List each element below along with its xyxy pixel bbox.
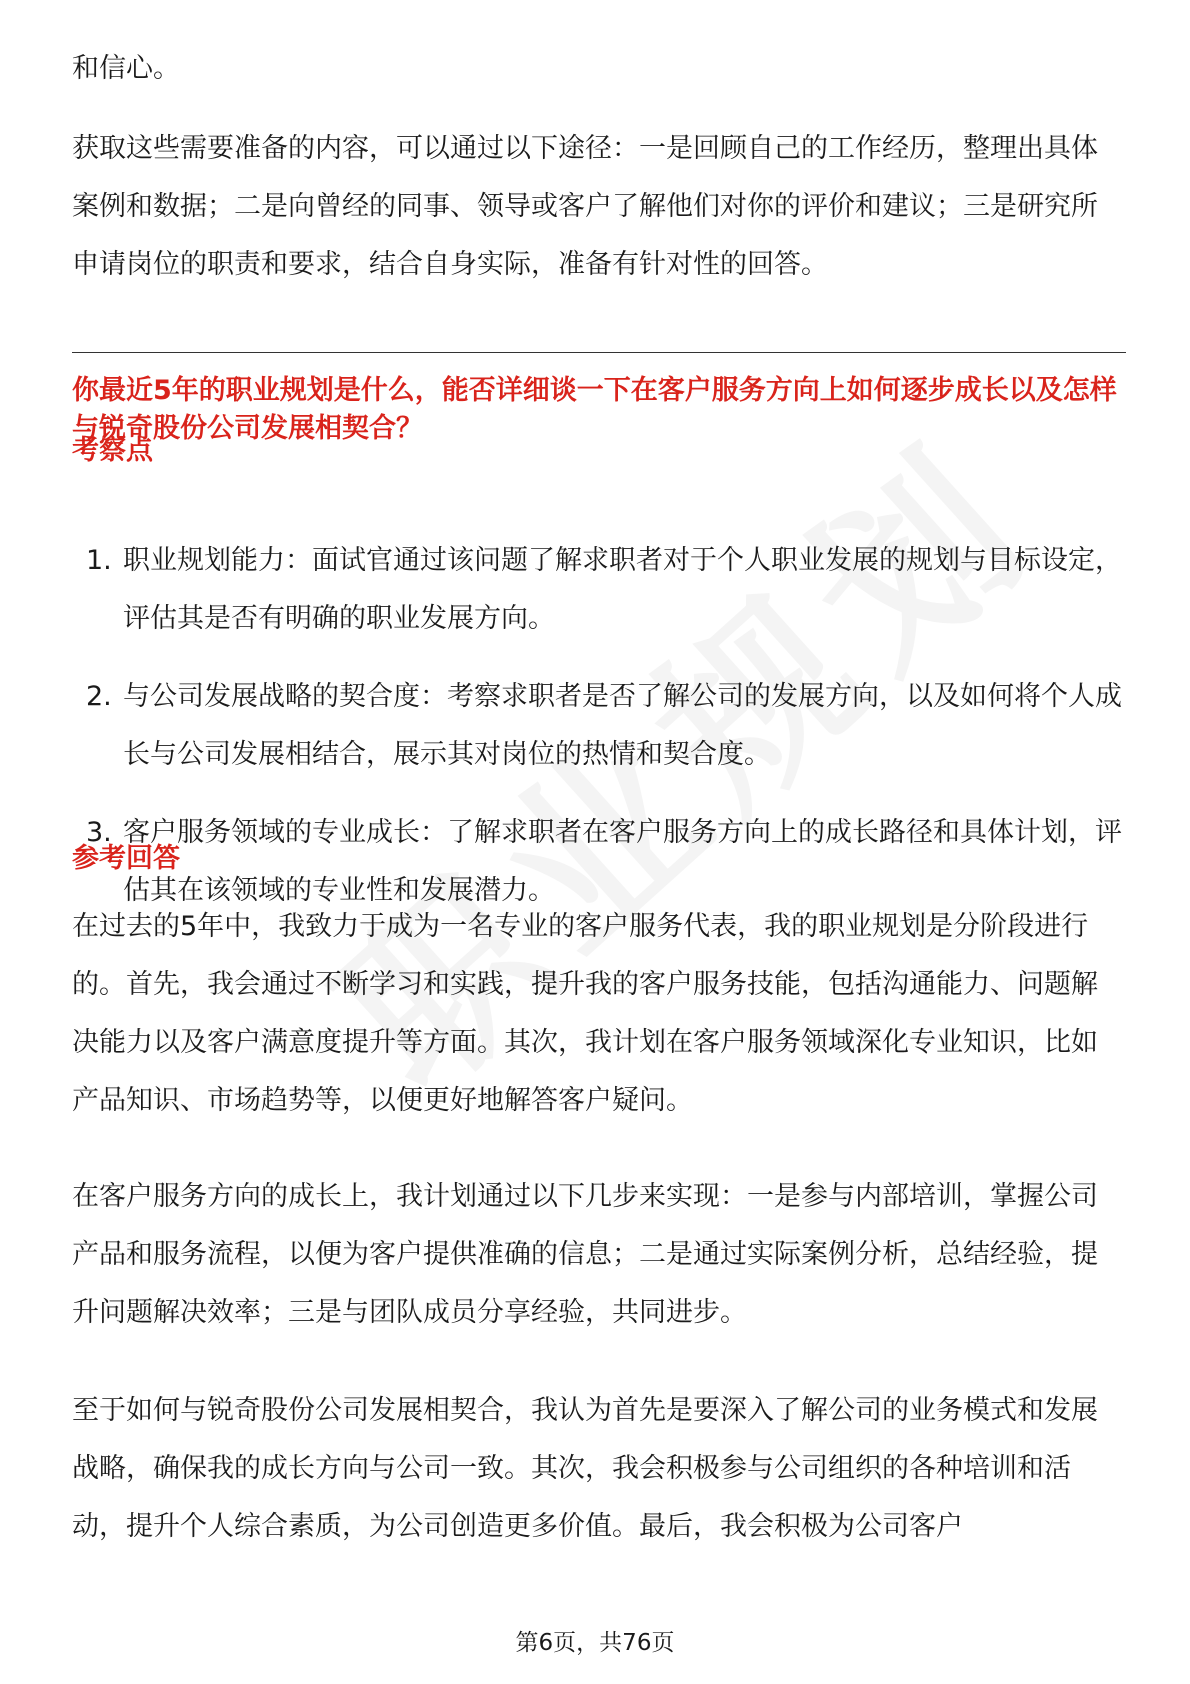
list-item-text: 客户服务领域的专业成长：了解求职者在客户服务方向上的成长路径和具体计划，评估其在该领域的专业性和发展潜力。 bbox=[123, 817, 1122, 906]
examination-list bbox=[72, 532, 1132, 920]
divider bbox=[72, 352, 1126, 353]
reference-paragraph: 在过去的5年中，我致力于成为一名专业的客户服务代表，我的职业规划是分阶段进行的。首先，我会通过不断学习和实践，提升我的客户服务技能，包括沟通能力、问题解决能力以及客户满意度提升等方面。其次，我计划在客户服务领域深化专业知识，比如产品知识、市场趋势等，以便更好地解答客户疑问。 bbox=[72, 911, 1098, 1116]
list-item-text: 与公司发展战略的契合度：考察求职者是否了解公司的发展方向，以及如何将个人成长与公司发展相结合，展示其对岗位的热情和契合度。 bbox=[123, 681, 1122, 770]
reference-paragraph: 至于如何与锐奇股份公司发展相契合，我认为首先是要深入了解公司的业务模式和发展战略，确保我的成长方向与公司一致。其次，我会积极参与公司组织的各种培训和活动，提升个人综合素质，为公司创造更多价值。最后，我会积极为公司客户 bbox=[72, 1395, 1098, 1542]
question-heading: 你最近5年的职业规划是什么，能否详细谈一下在客户服务方向上如何逐步成长以及怎样与锐奇股份公司发展相契合？ bbox=[72, 375, 1117, 444]
page-footer: 第6页，共76页 bbox=[515, 1630, 675, 1656]
list-number: 1. bbox=[86, 545, 112, 576]
fragment-text: 和信心。 bbox=[72, 53, 180, 84]
reference-title: 参考回答 bbox=[72, 843, 180, 874]
list-number: 2. bbox=[86, 681, 112, 712]
prep-paragraph: 获取这些需要准备的内容，可以通过以下途径：一是回顾自己的工作经历，整理出具体案例和数据；二是向曾经的同事、领导或客户了解他们对你的评价和建议；三是研究所申请岗位的职责和要求，结合自身实际，准备有针对性的回答。 bbox=[72, 133, 1098, 280]
list-item bbox=[72, 668, 1132, 784]
examination-title: 考察点 bbox=[72, 435, 153, 466]
reference-paragraph: 在客户服务方向的成长上，我计划通过以下几步来实现：一是参与内部培训，掌握公司产品和服务流程，以便为客户提供准确的信息；二是通过实际案例分析，总结经验，提升问题解决效率；三是与团队成员分享经验，共同进步。 bbox=[72, 1181, 1098, 1328]
list-item bbox=[72, 532, 1132, 648]
list-item-text: 职业规划能力：面试官通过该问题了解求职者对于个人职业发展的规划与目标设定，评估其是否有明确的职业发展方向。 bbox=[123, 545, 1122, 634]
list-number: 3. bbox=[86, 817, 112, 848]
